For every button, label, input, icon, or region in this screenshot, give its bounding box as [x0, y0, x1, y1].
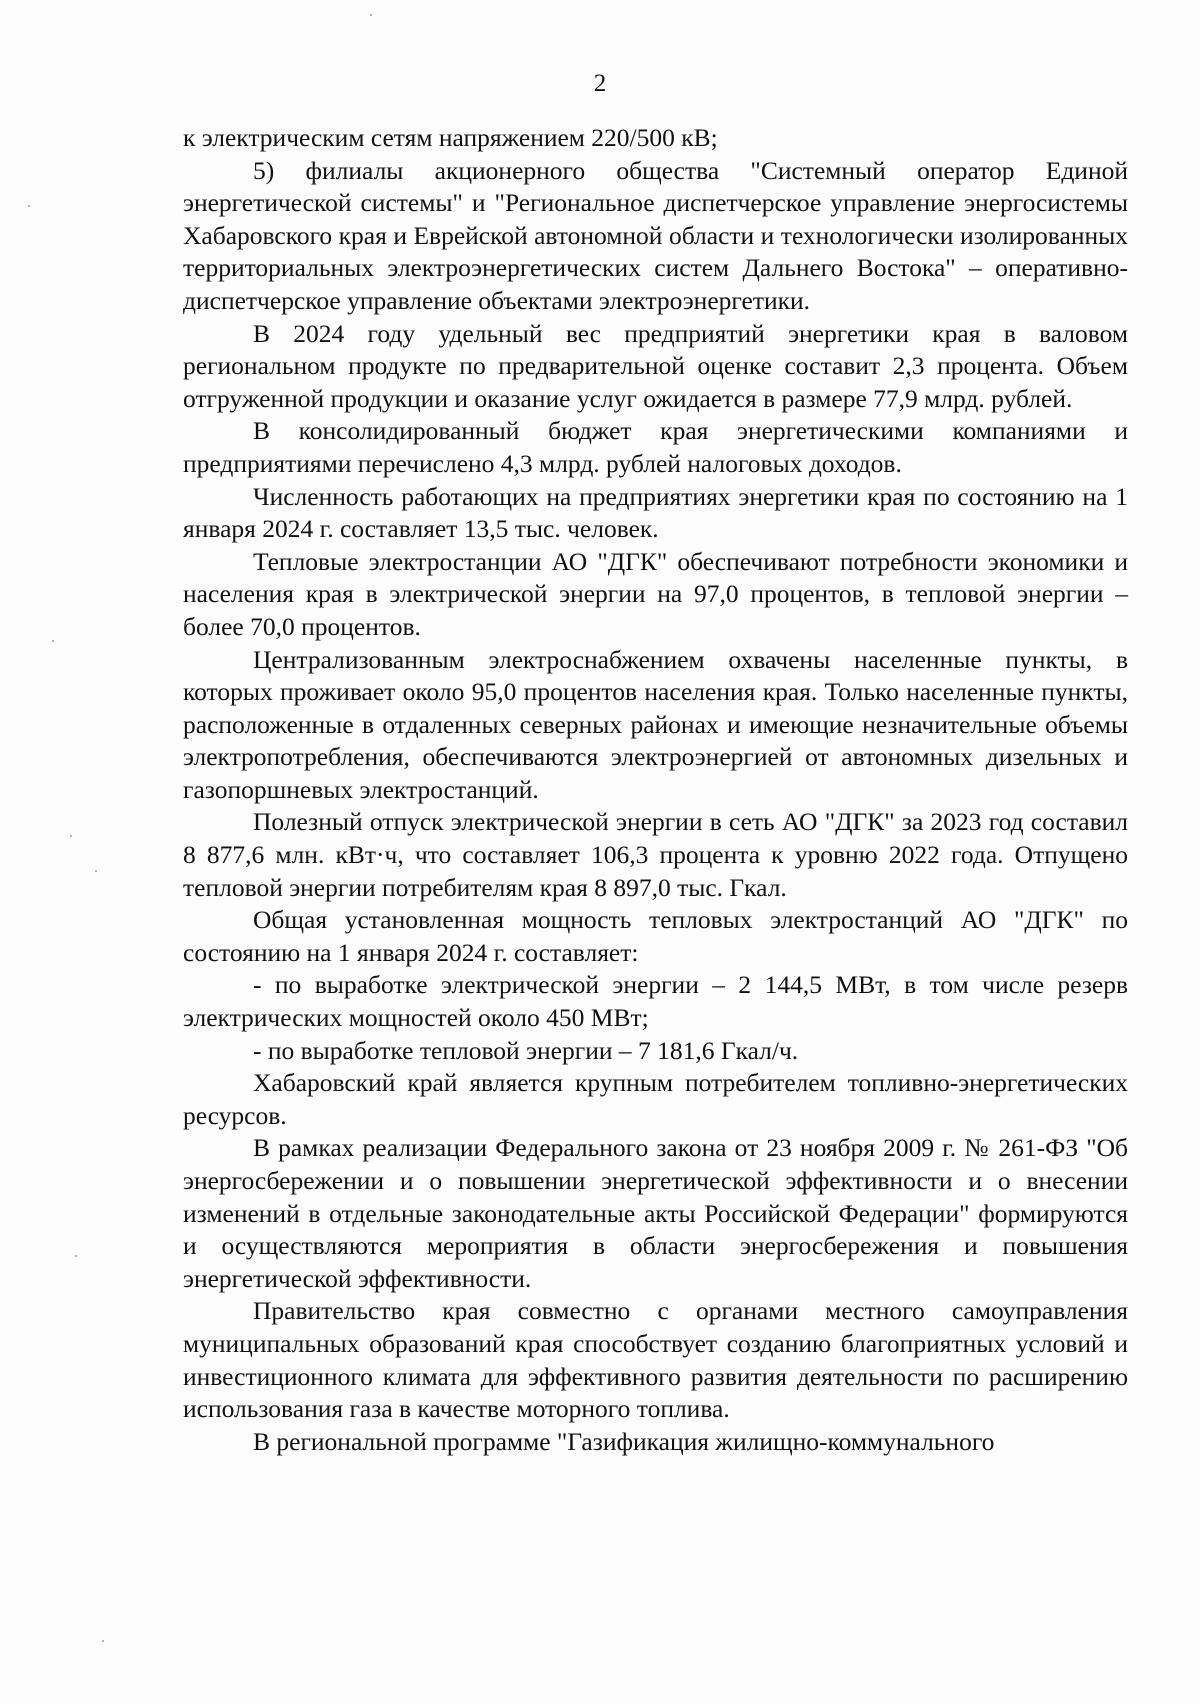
scan-speck — [102, 1640, 104, 1642]
paragraph-federal-law: В рамках реализации Федерального закона от 23 ноября 2009 г. № 261-ФЗ "Об энергосбережении и о повышении энергетической эффективности и о внесении изменений в отдельные законодательные акты Российской Федерации" формируются и осуществляются мероприятия в области энергосбережения и повышения энергетической эффективности. — [183, 1133, 1128, 1293]
paragraph-thermal-plants-supply: Тепловые электростанции АО "ДГК" обеспечивают потребности экономики и населения края в электрической энергии на 97,0 процентов, в тепловой энергии – более 70,0 процентов. — [183, 546, 1128, 641]
paragraph-centralized-supply: Централизованным электроснабжением охвачены населенные пункты, в которых проживает около 95,0 процентов населения края. Только населенные пункты, расположенные в отдаленных северных районах и имеющие незначительные объемы электропотребления, обеспечиваются электроэнергией от автономных дизельных и газопоршневых электростанций. — [183, 644, 1128, 804]
scan-speck — [370, 14, 372, 16]
paragraph-continuation: к электрическим сетям напряжением 220/500 кВ; — [183, 123, 718, 152]
paragraph-regional-program: В региональной программе "Газификация жилищно-коммунального — [253, 1426, 995, 1456]
scan-speck — [52, 640, 54, 642]
paragraph-employment: Численность работающих на предприятиях энергетики края по состоянию на 1 января 2024 г. составляет 13,5 тыс. человек. — [183, 481, 1128, 544]
scan-speck — [28, 205, 30, 207]
page-number: 2 — [593, 70, 607, 97]
paragraph-useful-supply: Полезный отпуск электрической энергии в сеть АО "ДГК" за 2023 год составил 8 877,6 млн. кВт·ч, что составляет 106,3 процента к уровню 2022 года. Отпущено тепловой энергии потребителям края 8 897,0 тыс. Гкал. — [183, 807, 1128, 902]
paragraph-grp-share: В 2024 году удельный вес предприятий энергетики края в валовом региональном продукте по предварительной оценке составит 2,3 процента. Объем отгруженной продукции и оказание услуг ожидается в размере 77,9 млрд. рублей. — [183, 318, 1128, 413]
paragraph-tax-revenue: В консолидированный бюджет края энергетическими компаниями и предприятиями перечислено 4,3 млрд. рублей налоговых доходов. — [183, 416, 1128, 478]
paragraph-thermal-capacity: - по выработке тепловой энергии – 7 181,6 Гкал/ч. — [253, 1035, 799, 1065]
paragraph-branches-list-item-5: 5) филиалы акционерного общества "Системный оператор Единой энергетической системы" и "Региональное диспетчерское управление энергосистемы Хабаровского края и Еврейской автономной области и технологически изолированных территориальных электроэнергетических систем Дальнего Востока" – оперативно-диспетчерское управление объектами электроэнергетики. — [183, 155, 1128, 315]
paragraph-installed-capacity: Общая установленная мощность тепловых электростанций АО "ДГК" по состоянию на 1 января 2024 г. составляет: — [183, 905, 1128, 967]
paragraph-fuel-consumer: Хабаровский край является крупным потребителем топливно-энергетических ресурсов. — [183, 1068, 1128, 1130]
paragraph-gas-motor-fuel: Правительство края совместно с органами местного самоуправления муниципальных образований края способствует созданию благоприятных условий и инвестиционного климата для эффективного развития деятельности по расширению использования газа в качестве моторного топлива. — [183, 1296, 1128, 1424]
scan-speck — [75, 1255, 77, 1257]
scan-speck — [70, 835, 72, 837]
body-text — [183, 122, 1128, 1458]
scan-speck — [95, 870, 97, 872]
paragraph-electric-capacity: - по выработке электрической энергии – 2 144,5 МВт, в том числе резерв электрических мощностей около 450 МВт; — [183, 970, 1128, 1033]
